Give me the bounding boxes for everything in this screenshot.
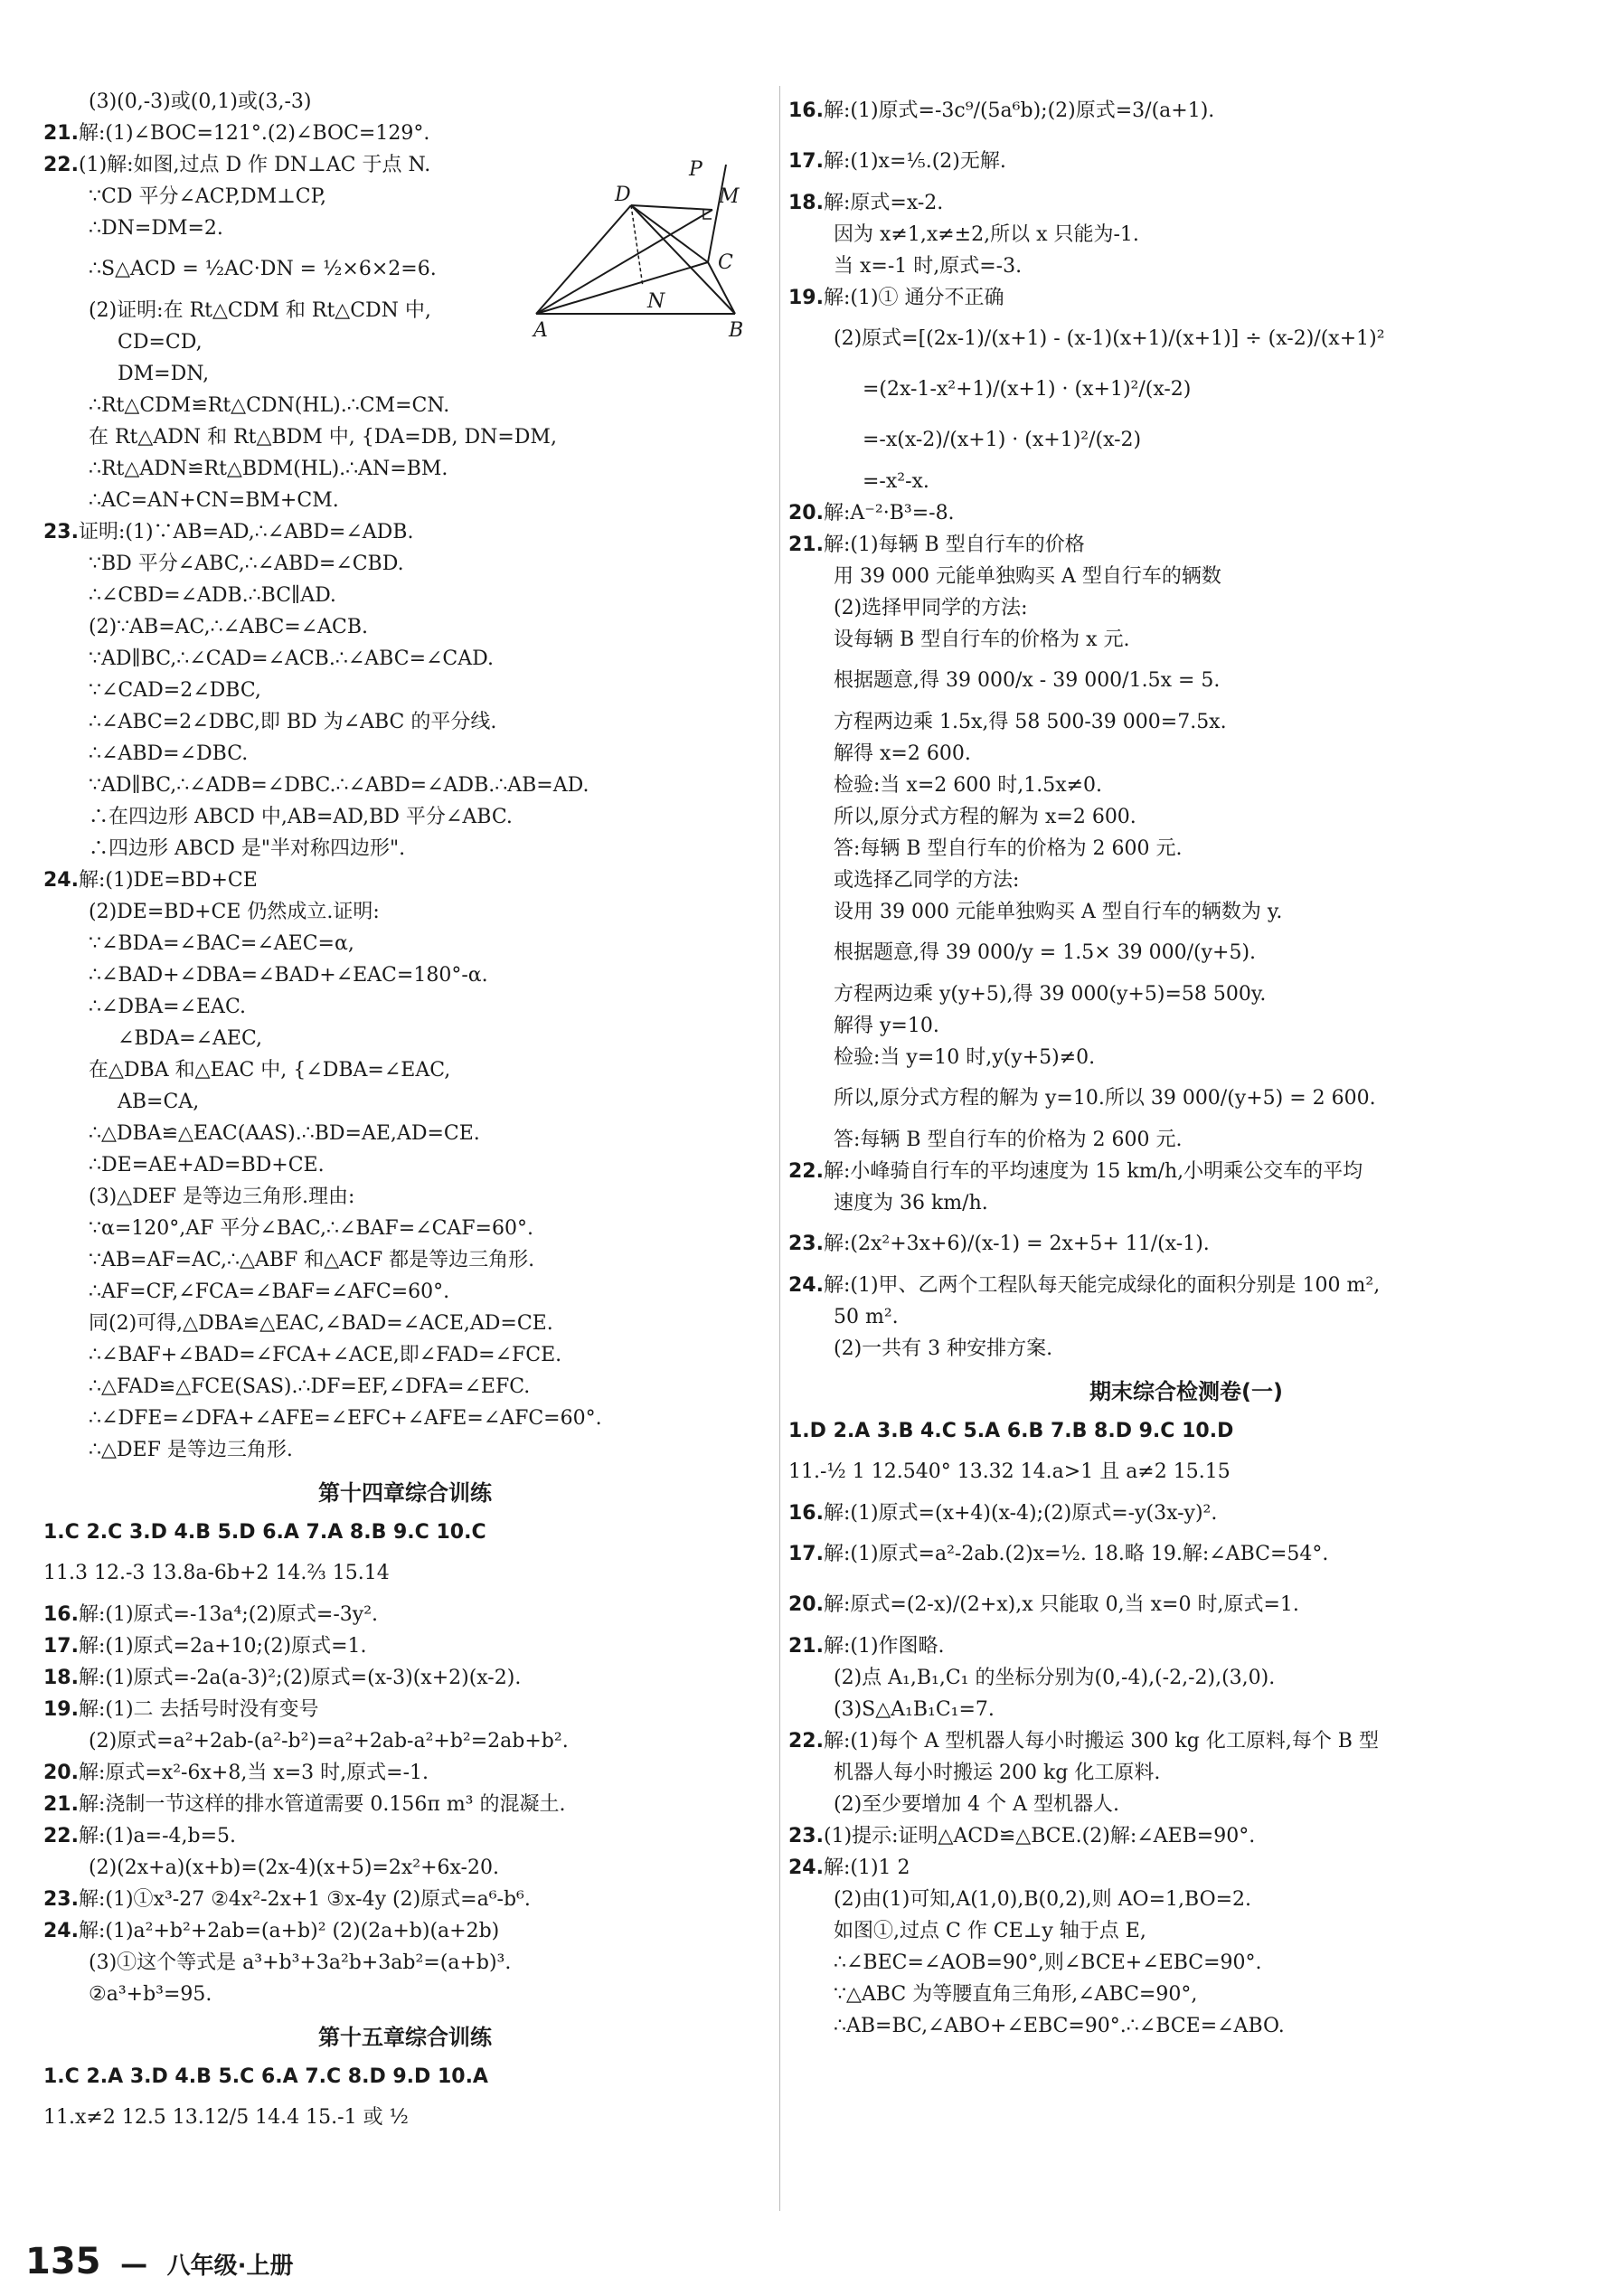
answer-text: 解:(1)甲、乙两个工程队每天能完成绿化的面积分别是 100 m², [823,1274,1381,1297]
question-number: 22. [788,1160,824,1183]
answer-line [43,1979,767,2010]
segment-dn [631,205,643,287]
answer-text: (2)∵AB=AC,∴∠ABC=∠ACB. [89,616,369,638]
answer-line [43,453,767,485]
question-number: 19. [788,287,824,309]
question-number: 24. [43,869,79,892]
answer-line [788,137,1584,187]
answer-line [788,250,1584,282]
answer-text: =-x²-x. [863,470,929,493]
question-number: 17. [788,150,824,173]
answer-text: ∴DE=AE+AD=BD+CE. [89,1154,325,1176]
answer-line [788,928,1584,978]
answer-line [788,529,1584,561]
answer-line [788,1415,1584,1447]
answer-line [43,580,767,611]
answer-line [788,1124,1584,1156]
answer-text: ∴∠BEC=∠AOB=90°,则∠BCE+∠EBC=90°. [834,1951,1262,1974]
column-divider [779,86,780,2211]
answer-text: 解:(1)DE=BD+CE [78,869,258,892]
answer-text: 解:(1)原式=a²-2ab.(2)x=½. 18.略 19.解:∠ABC=54°. [823,1543,1329,1565]
answer-line [43,1662,767,1694]
answer-text: ∴Rt△ADN≌Rt△BDM(HL).∴AN=BM. [89,458,448,480]
answer-text: ∵α=120°,AF 平分∠BAC,∴∠BAF=∠CAF=60°. [89,1217,533,1240]
answer-line [43,1118,767,1149]
question-number: 17. [788,1543,824,1565]
answer-text: (2)一共有 3 种安排方案. [834,1337,1053,1360]
answer-line [788,1820,1584,1852]
answer-text: (1)解:如图,过点 D 作 DN⊥AC 于点 N. [78,154,431,176]
question-number: 20. [43,1762,79,1784]
answer-line [788,656,1584,706]
right-column [788,86,1584,2042]
answer-line [788,282,1584,314]
answer-text: 1.C 2.A 3.D 4.B 5.C 6.A 7.C 8.D 9.D 10.A [43,2065,488,2088]
answer-line [788,497,1584,529]
answer-text: ∴AB=BC,∠ABO+∠EBC=90°.∴∠BCE=∠ABO. [834,2015,1285,2037]
question-number: 23. [788,1233,824,1255]
question-number: 16. [788,99,824,122]
answer-line [788,1042,1584,1073]
answer-line [43,1947,767,1979]
question-number: 19. [43,1698,79,1721]
answer-text: 设用 39 000 元能单独购买 A 型自行车的辆数为 y. [834,901,1283,923]
answer-text: DM=DN, [118,363,210,385]
answer-line [788,1270,1584,1301]
answer-line [788,978,1584,1010]
answer-text: ∴△DBA≌△EAC(AAS).∴BD=AE,AD=CE. [89,1122,480,1145]
answer-text: ∠BDA=∠AEC, [118,1027,262,1050]
answer-text: =-x(x-2)/(x+1) · (x+1)²/(x-2) [863,429,1142,451]
answer-text: 解:(2x²+3x+6)/(x-1) = 2x+5+ 11/(x-1). [823,1233,1210,1255]
answer-line [43,516,767,548]
answer-line [788,466,1584,497]
answer-text: 方程两边乘 1.5x,得 58 500-39 000=7.5x. [834,711,1227,733]
answer-text: 解:(1)原式=-2a(a-3)²;(2)原式=(x-3)(x+2)(x-2). [78,1667,522,1689]
answer-line [43,1820,767,1852]
label-n: N [647,290,665,313]
answer-line [788,1947,1584,1979]
question-number: 21. [788,1635,824,1658]
answer-text: 11.3 12.-3 13.8a-6b+2 14.⅔ 15.14 [43,1562,390,1584]
answer-line [43,86,767,118]
segment-dm [631,205,712,210]
answer-line [43,706,767,738]
question-number: 17. [43,1635,79,1658]
answer-line [788,1694,1584,1725]
answer-text: 如图①,过点 C 作 CE⊥y 轴于点 E, [834,1920,1146,1942]
label-c: C [718,251,733,274]
answer-text: 解:(1)①x³-27 ②4x²-2x+1 ③x-4y (2)原式=a⁶-b⁶. [78,1888,531,1911]
answer-text: (2)由(1)可知,A(1,0),B(0,2),则 AO=1,BO=2. [834,1888,1252,1911]
question-number: 22. [43,154,79,176]
answer-line [788,2010,1584,2042]
answer-text: (2)选择甲同学的方法: [834,597,1028,619]
answer-line [788,86,1584,137]
answer-line [43,1403,767,1434]
answer-line [788,1529,1584,1580]
label-b: B [729,319,744,342]
answer-text: (2)(2x+a)(x+b)=(2x-4)(x+5)=2x²+6x-20. [89,1857,499,1879]
answer-line [43,1244,767,1276]
answer-text: ∴∠BAD+∠DBA=∠BAD+∠EAC=180°-α. [89,964,488,987]
answer-text: 解:(1)1 2 [823,1857,910,1879]
answer-line [43,1884,767,1915]
answer-text: ∵△ABC 为等腰直角三角形,∠ABC=90°, [834,1983,1198,2006]
answer-text: 同(2)可得,△DBA≌△EAC,∠BAD=∠ACE,AD=CE. [89,1312,553,1335]
answer-text: 解:A⁻²·B³=-8. [823,502,955,524]
answer-text: 速度为 36 km/h. [834,1192,988,1214]
answer-text: 解:(1)a²+b²+2ab=(a+b)² (2)(2a+b)(a+2b) [78,1920,500,1942]
answer-text: 11.x≠2 12.5 13.12/5 14.4 15.-1 或 ½ [43,2106,409,2129]
answer-line [43,991,767,1023]
answer-line [788,1662,1584,1694]
answer-text: (2)DE=BD+CE 仍然成立.证明: [89,901,380,923]
answer-text: 答:每辆 B 型自行车的价格为 2 600 元. [834,837,1183,860]
question-number: 21. [43,1793,79,1816]
answer-line [43,1630,767,1662]
answer-text: 答:每辆 B 型自行车的价格为 2 600 元. [834,1129,1183,1151]
answer-line [43,1599,767,1630]
answer-text: 解:浇制一节这样的排水管道需要 0.156π m³ 的混凝土. [78,1793,566,1816]
answer-text: (3)S△A₁B₁C₁=7. [834,1698,995,1721]
question-number: 21. [788,534,824,556]
page-footer [25,2241,294,2282]
question-number: 16. [788,1502,824,1525]
answer-text: 检验:当 x=2 600 时,1.5x≠0. [834,774,1103,797]
answer-line [788,561,1584,592]
answer-text: ∴△DEF 是等边三角形. [89,1439,293,1461]
question-number: 24. [788,1857,824,1879]
answer-line [788,896,1584,928]
answer-text: 解:(1)作图略. [823,1635,945,1658]
answer-text: (2)至少要增加 4 个 A 型机器人. [834,1793,1120,1816]
answer-line [788,1789,1584,1820]
answer-text: 11.-½ 1 12.540° 13.32 14.a>1 且 a≠2 15.15 [788,1460,1231,1483]
segment-ac [536,262,708,314]
section-heading: 期末综合检测卷(一) [1089,1379,1283,1404]
section-heading: 第十五章综合训练 [318,2025,492,2050]
answer-line [788,1852,1584,1884]
answer-text: 设每辆 B 型自行车的价格为 x 元. [834,628,1130,651]
answer-line [43,1915,767,1947]
answer-text: 解:原式=x²-6x+8,当 x=3 时,原式=-1. [78,1762,429,1784]
answer-line [43,1023,767,1054]
answer-line [43,643,767,675]
answer-text: (3)△DEF 是等边三角形.理由: [89,1186,355,1208]
left-column [43,86,767,2143]
answer-line [788,1219,1584,1270]
answer-line [43,1434,767,1466]
answer-line [43,611,767,643]
answer-text: 解:小峰骑自行车的平均速度为 15 km/h,小明乘公交车的平均 [823,1160,1363,1183]
answer-line [43,738,767,770]
answer-text: 在 Rt△ADN 和 Rt△BDM 中, {DA=DB, DN=DM, [89,426,557,449]
question-number: 22. [788,1730,824,1753]
section-heading: 第十四章综合训练 [318,1480,492,1506]
answer-text: 根据题意,得 39 000/x - 39 000/1.5x = 5. [834,669,1221,692]
answer-text: 机器人每小时搬运 200 kg 化工原料. [834,1762,1161,1784]
answer-text: 解:(1)∠BOC=121°.(2)∠BOC=129°. [78,122,430,145]
answer-line [788,1979,1584,2010]
answer-text: ∴四边形 ABCD 是"半对称四边形". [89,837,406,860]
answer-line [788,1757,1584,1789]
segment-ad [536,205,631,314]
answer-line [43,1276,767,1308]
answer-text: 解:原式=x-2. [823,192,944,214]
geometry-figure [532,156,749,345]
answer-text: (3)①这个等式是 a³+b³+3a²b+3ab²=(a+b)³. [89,1951,512,1974]
answer-line [788,1630,1584,1662]
answer-line [788,1447,1584,1498]
answer-text: 所以,原分式方程的解为 y=10.所以 39 000/(y+5) = 2 600. [834,1087,1376,1110]
segment-pc [708,165,726,262]
answer-line [43,358,767,390]
answer-text: AB=CA, [118,1091,200,1113]
answer-text: 解:(1)① 通分不正确 [823,287,1004,309]
answer-text: ∵AD∥BC,∴∠CAD=∠ACB.∴∠ABC=∠CAD. [89,647,495,670]
answer-text: 证明:(1)∵AB=AD,∴∠ABD=∠ADB. [78,521,414,543]
answer-line [43,1371,767,1403]
answer-text: 或选择乙同学的方法: [834,869,1020,892]
answer-text: 解:(1)原式=2a+10;(2)原式=1. [78,1635,367,1658]
question-number: 16. [43,1603,79,1626]
question-number: 18. [43,1667,79,1689]
answer-line [43,390,767,421]
answer-text: 解:(1)原式=(x+4)(x-4);(2)原式=-y(3x-y)². [823,1502,1218,1525]
answer-line [43,548,767,580]
answer-line [788,865,1584,896]
answer-text: ∵BD 平分∠ABC,∴∠ABD=∠CBD. [89,553,404,575]
answer-line [788,364,1584,415]
answer-line [788,415,1584,466]
answer-line [43,1725,767,1757]
answer-line [788,770,1584,801]
answer-text: ∴AC=AN+CN=BM+CM. [89,489,339,512]
question-number: 24. [788,1274,824,1297]
answer-text: 解:(1)每个 A 型机器人每小时搬运 300 kg 化工原料,每个 B 型 [823,1730,1379,1753]
answer-line [43,1308,767,1339]
question-number: 18. [788,192,824,214]
answer-text: ②a³+b³=95. [89,1983,212,2006]
answer-line [43,959,767,991]
answer-line [43,485,767,516]
answer-text: 解:(1)原式=-13a⁴;(2)原式=-3y². [78,1603,379,1626]
answer-text: ∴S△ACD = ½AC·DN = ½×6×2=6. [89,258,437,280]
answer-text: 检验:当 y=10 时,y(y+5)≠0. [834,1046,1096,1069]
answer-line [788,1498,1584,1529]
label-a: A [533,319,548,342]
answer-text: 解:原式=(2-x)/(2+x),x 只能取 0,当 x=0 时,原式=1. [823,1593,1299,1616]
answer-text: 50 m². [834,1306,899,1328]
answer-line [788,833,1584,865]
label-p: P [689,158,702,181]
book-title: 八年级·上册 [166,2253,294,2280]
answer-line [43,1757,767,1789]
answer-text: ∴∠DFE=∠DFA+∠AFE=∠EFC+∠AFE=∠AFC=60°. [89,1407,602,1430]
answer-text: ∴∠BAF+∠BAD=∠FCA+∠ACE,即∠FAD=∠FCE. [89,1344,562,1366]
answer-text: ∵CD 平分∠ACP,DM⊥CP, [89,185,326,208]
page-number: 135 [25,2241,101,2282]
answer-line [788,1333,1584,1365]
question-number: 20. [788,502,824,524]
answer-line [43,1789,767,1820]
answer-line [788,1156,1584,1187]
answer-text: 1.D 2.A 3.B 4.C 5.A 6.B 7.B 8.D 9.C 10.D [788,1420,1234,1442]
answer-line [788,1187,1584,1219]
answer-line [43,1852,767,1884]
answer-line [43,833,767,865]
answer-text: ∵∠CAD=2∠DBC, [89,679,261,702]
answer-text: 用 39 000 元能单独购买 A 型自行车的辆数 [834,565,1221,588]
question-number: 20. [788,1593,824,1616]
answer-text: (2)证明:在 Rt△CDM 和 Rt△CDN 中, [89,299,431,322]
segment-dc [631,205,708,262]
answer-text: 解:(1)a=-4,b=5. [78,1825,237,1847]
label-m: M [719,185,740,208]
answer-text: 在△DBA 和△EAC 中, {∠DBA=∠EAC, [89,1059,451,1082]
answer-text: CD=CD, [118,331,203,354]
answer-text: (1)提示:证明△ACD≌△BCE.(2)解:∠AEB=90°. [823,1825,1256,1847]
answer-text: ∵∠BDA=∠BAC=∠AEC=α, [89,932,354,955]
answer-line [788,187,1584,219]
answer-text: (2)原式=a²+2ab-(a²-b²)=a²+2ab-a²+b²=2ab+b². [89,1730,569,1753]
answer-line [43,2061,767,2093]
answer-text: 解:(1)每辆 B 型自行车的价格 [823,534,1085,556]
answer-text: ∴∠CBD=∠ADB.∴BC∥AD. [89,584,336,607]
answer-text: ∴在四边形 ABCD 中,AB=AD,BD 平分∠ABC. [89,806,513,828]
answer-line [43,896,767,928]
answer-text: 1.C 2.C 3.D 4.B 5.D 6.A 7.A 8.B 9.C 10.C [43,1521,486,1544]
answer-text: 因为 x≠1,x≠±2,所以 x 只能为-1. [834,223,1139,246]
question-number: 22. [43,1825,79,1847]
answer-line [43,928,767,959]
answer-line [43,118,767,149]
answer-text: 当 x=-1 时,原式=-3. [834,255,1023,278]
answer-text: 解得 x=2 600. [834,742,971,765]
answer-text: (2)原式=[(2x-1)/(x+1) - (x-1)(x+1)/(x+1)] ÷ (x-2)/(x+1)² [834,327,1385,350]
answer-line [788,738,1584,770]
answer-line [43,1694,767,1725]
answer-text: ∴Rt△CDM≌Rt△CDN(HL).∴CM=CN. [89,394,450,417]
answer-line [788,1725,1584,1757]
question-number: 24. [43,1920,79,1942]
answer-line [788,706,1584,738]
question-number: 23. [788,1825,824,1847]
answer-text: ∵AB=AF=AC,∴△ABF 和△ACF 都是等边三角形. [89,1249,535,1271]
answer-line [43,770,767,801]
answer-line [788,1884,1584,1915]
answer-line [43,1149,767,1181]
answer-line [43,1054,767,1086]
question-number: 21. [43,122,79,145]
answer-line [43,801,767,833]
answer-text: ∴∠ABC=2∠DBC,即 BD 为∠ABC 的平分线. [89,711,497,733]
answer-text: ∴∠ABD=∠DBC. [89,742,249,765]
answer-line [788,624,1584,656]
answer-line [788,1915,1584,1947]
answer-text: ∴∠DBA=∠EAC. [89,996,246,1018]
answer-text: 解得 y=10. [834,1015,939,1037]
answer-line [788,314,1584,364]
answer-line [788,1010,1584,1042]
footer-dash: — [120,2249,148,2281]
answer-text: 解:(1)原式=-3c⁹/(5a⁶b);(2)原式=3/(a+1). [823,99,1215,122]
label-d: D [615,184,631,206]
answer-line [43,2093,767,2143]
answer-text: 方程两边乘 y(y+5),得 39 000(y+5)=58 500y. [834,983,1267,1006]
answer-line [788,592,1584,624]
answer-text: (2)点 A₁,B₁,C₁ 的坐标分别为(0,-4),(-2,-2),(3,0). [834,1667,1276,1689]
answer-line [43,1181,767,1213]
answer-text: ∴DN=DM=2. [89,217,223,240]
answer-line [43,1339,767,1371]
answer-text: 根据题意,得 39 000/y = 1.5× 39 000/(y+5). [834,941,1257,964]
answer-line [43,421,767,453]
answer-text: =(2x-1-x²+1)/(x+1) · (x+1)²/(x-2) [863,378,1192,401]
answer-line [788,1073,1584,1124]
question-number: 23. [43,1888,79,1911]
answer-line [788,219,1584,250]
answer-text: 解:(1)x=⅕.(2)无解. [823,150,1006,173]
answer-line [788,1301,1584,1333]
answer-line [43,1086,767,1118]
answer-text: 解:(1)二 去括号时没有变号 [78,1698,319,1721]
answer-line [788,1580,1584,1630]
answer-line [43,865,767,896]
answer-line [43,1516,767,1548]
answer-line [43,1548,767,1599]
answer-text: ∴△FAD≌△FCE(SAS).∴DF=EF,∠DFA=∠EFC. [89,1375,531,1398]
answer-text: ∵AD∥BC,∴∠ADB=∠DBC.∴∠ABD=∠ADB.∴AB=AD. [89,774,589,797]
question-number: 23. [43,521,79,543]
answer-text: 所以,原分式方程的解为 x=2 600. [834,806,1136,828]
answer-line [788,801,1584,833]
answer-line [43,1213,767,1244]
answer-line [43,675,767,706]
answer-text: (3)(0,-3)或(0,1)或(3,-3) [89,90,312,113]
answer-text: ∴AF=CF,∠FCA=∠BAF=∠AFC=60°. [89,1280,450,1303]
